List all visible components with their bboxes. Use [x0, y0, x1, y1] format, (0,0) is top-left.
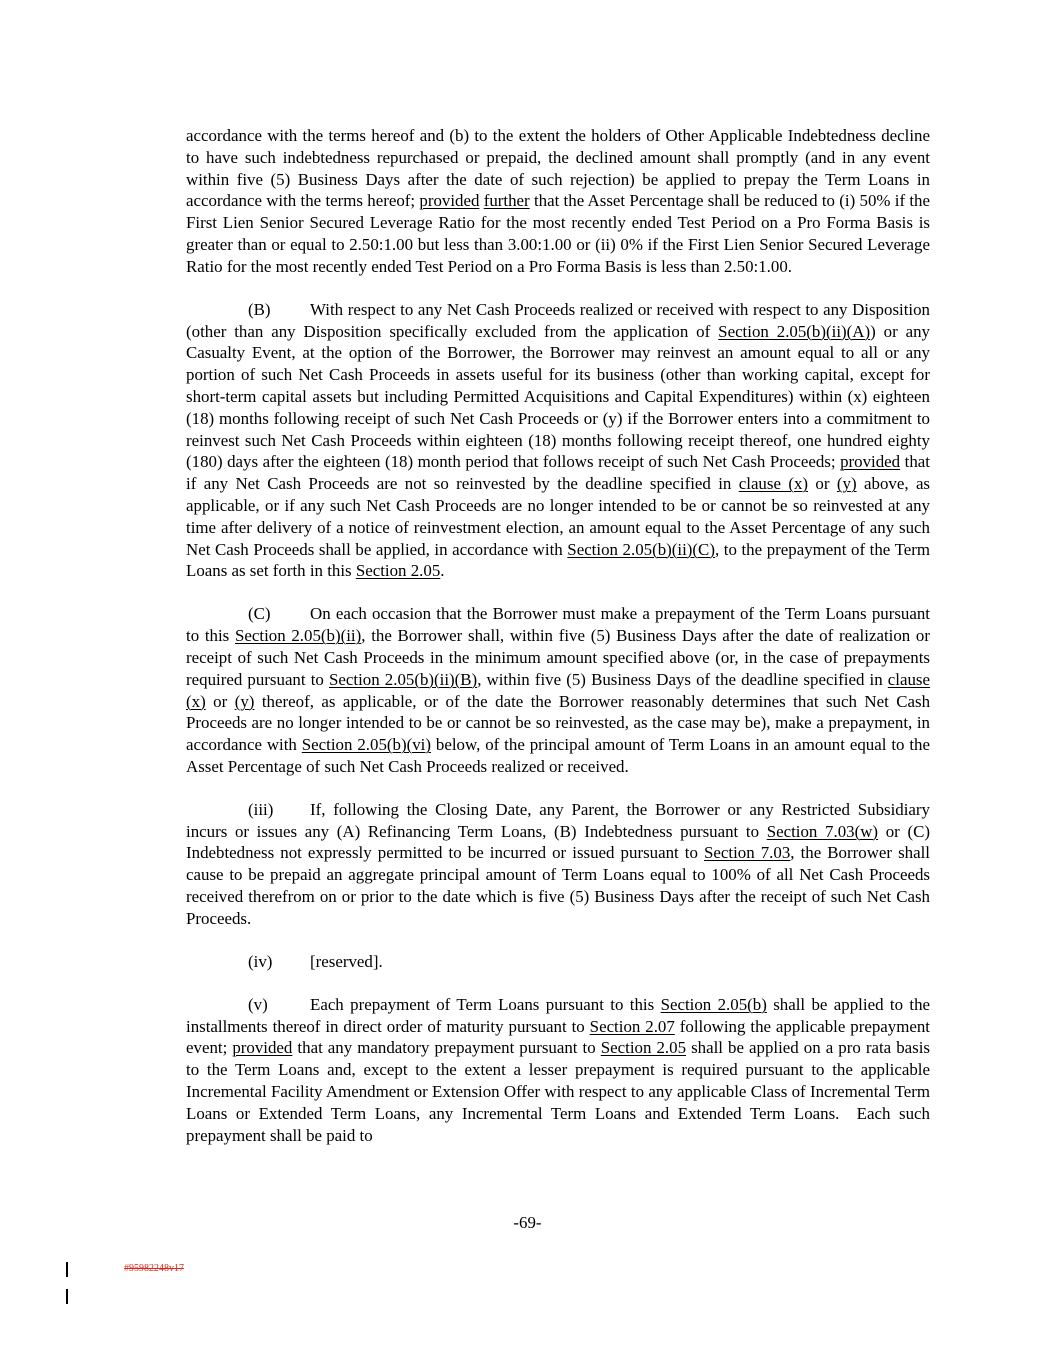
section-reference: Section 2.05(b)(ii): [234, 626, 362, 646]
paragraph-c: (C) On each occasion that the Borrower must make a prepayment of the Term Loans pursuant to this Section 2.05(b)(ii), the Borrower shall, within five (5) Business Days after the date of realization or receipt of such Net Cash Proceeds in the minimum amount specified above (or, in the case of prepayments required pursuant to Section 2.05(b)(ii)(B), within five (5) Business Days of the deadline specified in clause (x) or (y) thereof, as applicable, or of the date the Borrower reasonably determines that such Net Cash Proceeds are no longer intended to be or cannot be so reinvested, as the case may be), make a prepayment, in accordance with Section 2.05(b)(vi) below, of the principal amount of Term Loans in an amount equal to the Asset Percentage of such Net Cash Proceeds realized or received.: [186, 604, 931, 776]
document-id: #95982248v17: [124, 1263, 184, 1274]
section-reference: Section 2.05(b)(ii)(C): [567, 539, 715, 559]
section-reference: Section 2.05: [355, 561, 441, 581]
section-reference: Section 2.05(b): [660, 994, 767, 1014]
clause-label: (v): [248, 994, 268, 1014]
paragraph-b: (B) With respect to any Net Cash Proceeds realized or received with respect to any Disposition (other than any Disposition specifically excluded from the application of Section 2.05(b)(ii)(A)) or any Casualty Event, at the option of the Borrower, the Borrower may reinvest an amount equal to all or any portion of such Net Cash Proceeds in assets useful for its business (other than working capital, except for short-term capital assets but including Permitted Acquisitions and Capital Expenditures) within (x) eighteen (18) months following receipt of such Net Cash Proceeds or (y) if the Borrower enters into a commitment to reinvest such Net Cash Proceeds within eighteen (18) months following receipt thereof, one hundred eighty (180) days after the eighteen (18) month period that follows receipt of such Net Cash Proceeds; provided that if any Net Cash Proceeds are not so reinvested by the deadline specified in clause (x) or (y) above, as applicable, or if any such Net Cash Proceeds are no longer intended to be or cannot be so reinvested at any time after delivery of a notice of reinvestment election, an amount equal to the Asset Percentage of any such Net Cash Proceeds shall be applied, in accordance with Section 2.05(b)(ii)(C), to the prepayment of the Term Loans as set forth in this Section 2.05.: [186, 299, 931, 581]
clause-reference: clause (x): [738, 474, 809, 494]
page-number: -69-: [513, 1213, 542, 1232]
clause-reference: (y): [234, 691, 255, 711]
paragraph-iv: (iv) [reserved].: [248, 951, 383, 971]
clause-label: (C): [248, 604, 271, 624]
change-bar: [66, 1289, 68, 1304]
section-reference: Section 2.05(b)(ii)(B): [328, 669, 478, 689]
paragraph-continuation: accordance with the terms hereof and (b) to the extent the holders of Other Applicable Indebtedness decline to have such indebtedness repurchased or prepaid, the declined amount shall promptly (and in any event within five (5) Business Days after the date of such rejection) be applied to prepay the Term Loans in accordance with the terms hereof; provided further that the Asset Percentage shall be reduced to (i) 50% if the First Lien Senior Secured Leverage Ratio for the most recently ended Test Period on a Pro Forma Basis is greater than or equal to 2.50:1.00 but less than 3.00:1.00 or (ii) 0% if the First Lien Senior Secured Leverage Ratio for the most recently ended Test Period on a Pro Forma Basis is less than 2.50:1.00.: [186, 126, 930, 276]
document-body: [186, 125, 930, 1168]
section-reference: Section 2.05(b)(ii)(A): [718, 321, 871, 341]
clause-reference: (y): [836, 474, 857, 494]
section-reference: Section 2.05: [600, 1038, 687, 1058]
section-reference: Section 2.05(b)(vi): [301, 735, 431, 755]
clause-label: (iv): [248, 951, 273, 971]
section-reference: Section 7.03: [704, 843, 791, 863]
paragraph-v: (v) Each prepayment of Term Loans pursuant to this Section 2.05(b) shall be applied to the installments thereof in direct order of maturity pursuant to Section 2.07 following the applicable prepayment event; provided that any mandatory prepayment pursuant to Section 2.05 shall be applied on a pro rata basis to the Term Loans and, except to the extent a lesser prepayment is required pursuant to the applicable Incremental Facility Amendment or Extension Offer with respect to any applicable Class of Incremental Term Loans or Extended Term Loans, any Incremental Term Loans and Extended Term Loans. Each such prepayment shall be paid to: [186, 994, 931, 1145]
change-bar: [66, 1262, 68, 1277]
section-reference: Section 2.07: [589, 1016, 675, 1036]
paragraph-iii: (iii) If, following the Closing Date, any Parent, the Borrower or any Restricted Subsidiary incurs or issues any (A) Refinancing Term Loans, (B) Indebtedness pursuant to Section 7.03(w) or (C) Indebtedness not expressly permitted to be incurred or issued pursuant to Section 7.03, the Borrower shall cause to be prepaid an aggregate principal amount of Term Loans equal to 100% of all Net Cash Proceeds received therefrom on or prior to the date which is five (5) Business Days after the receipt of such Net Cash Proceeds.: [186, 799, 930, 928]
term-provided: provided: [419, 191, 480, 211]
section-reference: Section 7.03(w): [766, 821, 879, 841]
term-provided: provided: [232, 1038, 293, 1058]
term-further: further: [483, 191, 530, 211]
term-provided: provided: [840, 452, 901, 472]
clause-label: (iii): [248, 799, 274, 819]
clause-label: (B): [248, 299, 271, 319]
clause-reference: clause (x): [186, 669, 930, 711]
